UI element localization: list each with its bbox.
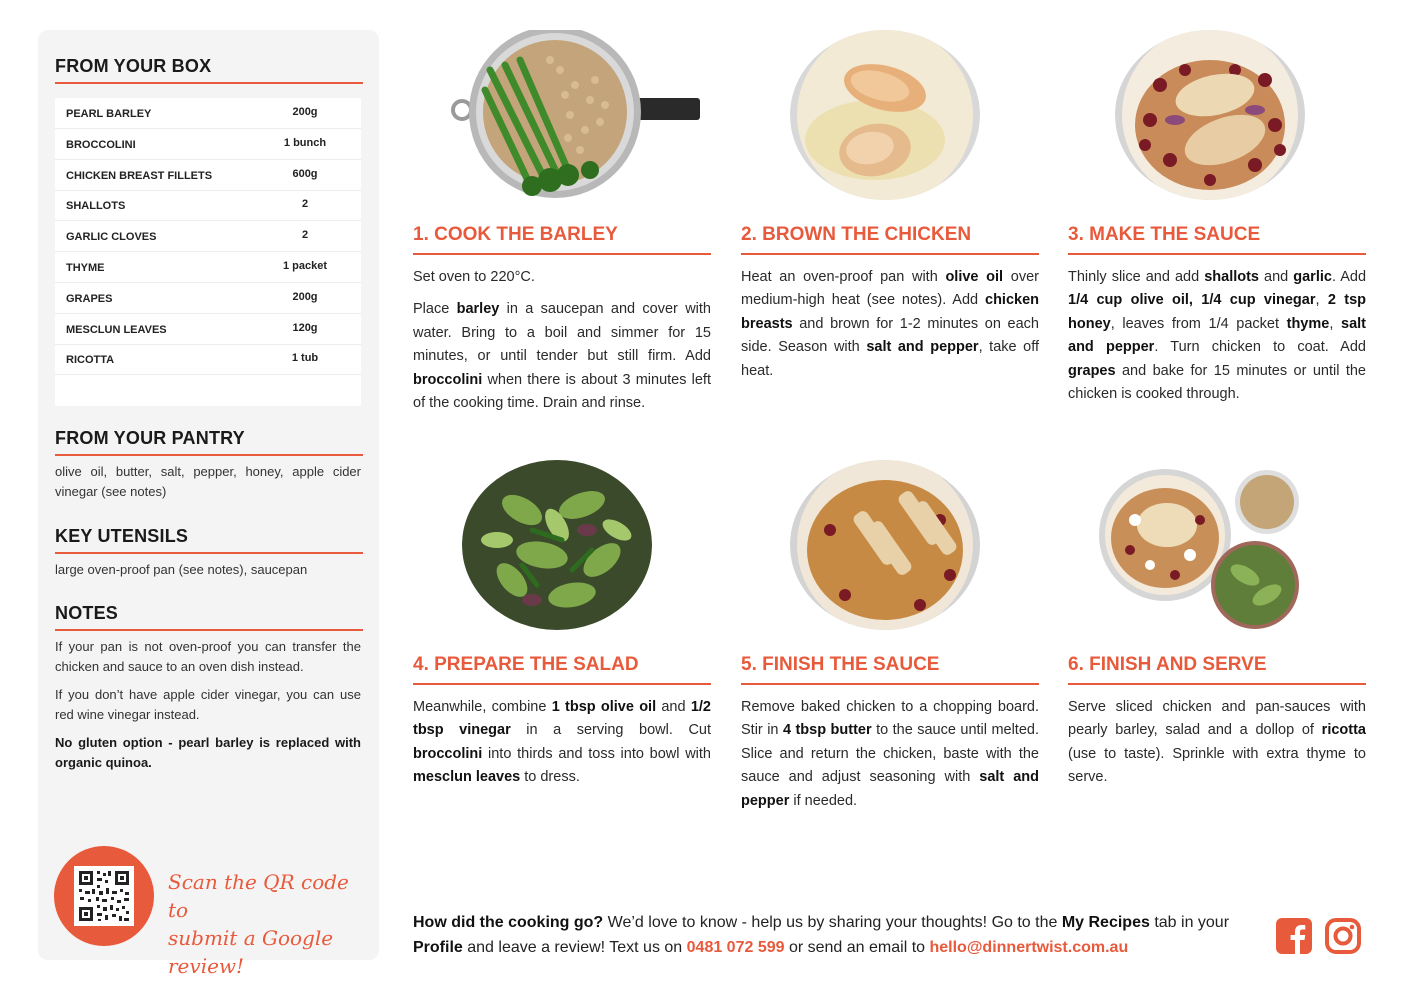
ingredient-highlight: 2 tsp honey [1068,292,1367,332]
note-1: If your pan is not oven-proof you can transfer the chicken and sauce to an oven dish instead. [55,639,361,674]
ingredient-highlight: grapes [1068,362,1116,379]
utensils-heading: KEY UTENSILS [55,526,189,546]
ingredient-quantity: 600g [292,167,318,180]
instruction-text: . Add [1331,269,1367,285]
pantry-text: olive oil, butter, salt, pepper, honey, apple cider vinegar (see notes) [55,464,361,499]
instruction-text: , take off heat. [741,339,1039,379]
divider [741,683,1039,685]
footer-text: We’d love to know - help us by sharing your thoughts! Go to the [603,914,1062,931]
ingredient-highlight: olive oil [945,269,1004,285]
qr-caption [168,868,368,980]
ingredient-quantity: 1 packet [282,260,328,272]
instruction-paragraph [413,298,711,415]
instruction-paragraph [413,266,711,289]
instruction-text: and [656,699,691,715]
ingredient-name: GRAPES [66,292,113,305]
ingredient-name: PEARL BARLEY [66,108,152,120]
divider [1068,683,1366,685]
instruction-paragraph [413,696,711,790]
ingredient-name: THYME [66,262,105,274]
footer-text: and leave a review! Text us on [462,939,687,956]
box-ingredients-table [55,98,361,406]
ingredient-name: BROCCOLINI [66,138,136,151]
divider [55,629,363,631]
ingredient-name: GARLIC CLOVES [66,231,157,244]
instruction-text: , [1329,315,1341,332]
instruction-text: Serve sliced chicken and pan-sauces with pearly barley, salad and a dollop of [1068,699,1366,739]
finished-sauce-photo [790,460,980,630]
instruction-text: and brown for 1-2 minutes on each side. Season with [741,315,1039,356]
ingredient-quantity: 2 [301,198,309,211]
instruction-text: , leaves from 1/4 packet [1110,315,1287,332]
ingredient-highlight: 4 tbsp butter [782,722,872,739]
step-instructions [1068,696,1366,799]
ingredient-row [55,314,361,345]
note-2: If you don’t have apple cider vinegar, you can use red wine vinegar instead. [55,687,361,722]
ingredient-highlight: mesclun leaves [413,769,521,786]
ingredient-highlight: 1/2 tbsp vinegar [413,699,711,739]
instruction-text: Remove baked chicken to a chopping board. Stir in [741,699,1039,739]
step-instructions [413,696,711,799]
divider [55,552,363,554]
instruction-text: (use to taste). Sprinkle with extra thyme to serve. [1068,745,1366,786]
divider [741,253,1039,255]
ingredient-highlight: garlic [1293,269,1332,285]
step-title: 2. BROWN THE CHICKEN [741,224,972,245]
ingredient-highlight: salt and pepper [1068,315,1366,356]
ingredient-highlight: thyme [1286,315,1330,332]
instruction-text: into thirds and toss into bowl with [482,745,711,762]
instruction-text: Thinly slice and add [1068,269,1205,285]
ingredient-row [55,98,361,129]
step-title: 6. FINISH AND SERVE [1068,654,1267,675]
ingredient-highlight: ricotta [1321,722,1366,739]
step-title: 1. COOK THE BARLEY [413,224,618,245]
ingredient-row [55,344,361,375]
chicken-grape-sauce-photo [1115,30,1305,200]
ingredients-sidebar [38,30,379,978]
instruction-text: to dress. [520,769,580,786]
note-3: No gluten option - pearl barley is replaced with organic quinoa. [55,735,361,770]
divider [55,454,363,456]
ingredient-row [55,160,361,191]
ingredient-highlight: barley [456,301,500,318]
instruction-text: Heat an oven-proof pan with [741,269,946,285]
ingredient-row [55,190,361,221]
divider [55,82,363,84]
browned-chicken-photo [790,30,980,200]
ingredient-quantity: 200g [292,106,318,118]
step-title: 5. FINISH THE SAUCE [741,654,940,675]
box-heading: FROM YOUR BOX [55,56,212,76]
instruction-text: to the sauce until melted. Slice and return the chicken, baste with the sauce and adjust seasoning with [741,722,1039,786]
ingredient-row [55,283,361,314]
step-instructions [741,696,1039,822]
footer-text: or send an email to [784,939,930,956]
email-link[interactable]: hello@dinnertwist.com.au [929,939,1129,956]
ingredient-name: RICOTTA [66,354,115,367]
ingredient-highlight: 1/4 cup olive oil, 1/4 cup vinegar [1068,292,1316,309]
ingredient-highlight: salt and pepper [866,339,979,356]
ingredient-highlight: broccolini [413,371,483,388]
step-instructions [741,266,1039,392]
qr-caption-line-1: Scan the QR code to [168,870,349,922]
ingredient-quantity: 1 tub [291,352,319,365]
ingredient-row [55,221,361,252]
instruction-paragraph [1068,266,1366,406]
qr-code-icon[interactable] [74,866,134,926]
facebook-icon[interactable] [1276,918,1314,956]
divider [413,683,711,685]
instruction-text: in a saucepan and cover with water. Bring to a boil and simmer for 15 minutes, or until tender but still firm. Add [413,301,711,365]
instruction-text: and [1259,269,1294,285]
qr-caption-line-2: submit a Google review! [168,926,334,978]
notes-heading: NOTES [55,603,119,623]
instruction-text: in a serving bowl. Cut [510,722,712,739]
step-instructions [1068,266,1366,415]
ingredient-name: MESCLUN LEAVES [66,323,167,336]
salad-bowl-photo [462,460,652,630]
instruction-paragraph [741,696,1039,813]
step-title: 4. PREPARE THE SALAD [413,654,639,675]
my-recipes-label: My Recipes [1061,914,1150,931]
ingredient-quantity: 2 [301,229,309,242]
qr-badge[interactable] [54,846,154,946]
instruction-text: Meanwhile, combine [413,699,552,715]
profile-label: Profile [413,939,463,956]
step-instructions [413,266,711,424]
instruction-text: , [1315,292,1328,309]
instruction-text: Set oven to 220°C. [413,269,535,285]
serving-plates-photo [1095,460,1305,630]
instruction-text: . Turn chicken to coat. Add [1154,339,1366,356]
ingredient-highlight: broccolini [413,745,483,762]
instruction-text: and bake for 15 minutes or until the chicken is cooked through. [1068,362,1366,403]
instruction-paragraph [1068,696,1366,790]
instruction-text: if needed. [789,792,858,809]
divider [413,253,711,255]
footer-text: tab in your [1149,914,1230,931]
step-title: 3. MAKE THE SAUCE [1068,224,1261,245]
ingredient-name: CHICKEN BREAST FILLETS [66,169,213,182]
ingredient-row [55,252,361,283]
ingredient-name: SHALLOTS [66,200,126,213]
ingredient-highlight: salt and pepper [741,769,1039,809]
ingredient-row [55,129,361,160]
ingredient-quantity: 120g [292,321,318,334]
instruction-paragraph [741,266,1039,383]
instruction-text: when there is about 3 minutes left of the cooking time. Drain and rinse. [413,371,711,412]
ingredient-highlight: 1 tbsp olive oil [551,699,657,715]
footer-question: How did the cooking go? [413,914,604,931]
barley-pot-photo [450,30,705,200]
phone-number[interactable]: 0481 072 599 [686,939,785,956]
ingredient-quantity: 200g [292,290,318,303]
ingredient-highlight: chicken breasts [741,292,1039,332]
review-prompt [413,910,1263,960]
ingredient-highlight: shallots [1204,269,1259,285]
pantry-heading: FROM YOUR PANTRY [55,428,245,448]
instruction-text: over medium-high heat (see notes). Add [741,269,1039,309]
instagram-icon[interactable] [1325,918,1363,956]
instruction-text: Place [413,301,457,318]
divider [1068,253,1366,255]
utensils-text: large oven-proof pan (see notes), saucepan [55,562,308,577]
ingredient-quantity: 1 bunch [283,136,327,149]
